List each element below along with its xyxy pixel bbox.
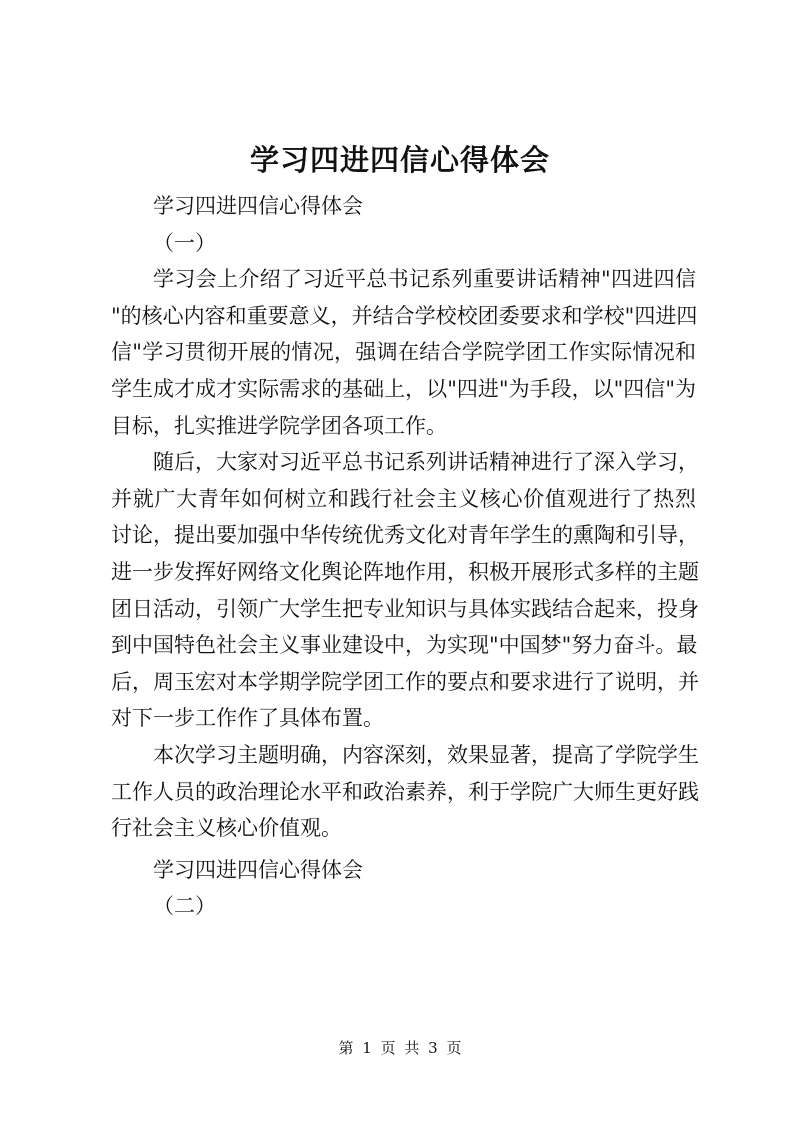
paragraph-2 — [111, 444, 699, 737]
paragraph-line: 学习会上介绍了习近平总书记系列重要讲话精神"四进四信 — [153, 267, 696, 292]
document-body — [111, 188, 699, 925]
section-number: （一） — [153, 230, 216, 255]
section-heading: 学习四进四信心得体会 — [153, 194, 363, 218]
paragraph-line: 对下一步工作作了具体布置。 — [111, 706, 384, 731]
page-footer: 第 1 页 共 3 页 — [338, 1039, 462, 1057]
paragraph-line: 并就广大青年如何树立和践行社会主义核心价值观进行了热烈 — [111, 486, 696, 511]
paragraph-line: "的核心内容和重要意义，并结合学校校团委要求和学校"四进四 — [111, 303, 698, 328]
paragraph-line: 学生成才成才实际需求的基础上，以"四进"为手段，以"四信"为 — [111, 376, 696, 401]
paragraph-line: 本次学习主题明确，内容深刻，效果显著，提高了学院学生 — [153, 742, 699, 767]
paragraph-line: 随后，大家对习近平总书记系列讲话精神进行了深入学习， — [153, 450, 699, 475]
paragraph-3 — [111, 737, 699, 847]
document-title: 学习四进四信心得体会 — [249, 143, 550, 177]
paragraph-1 — [111, 261, 696, 444]
paragraph-line: 工作人员的政治理论水平和政治素养，利于学院广大师生更好践 — [111, 779, 699, 804]
paragraph-line: 信"学习贯彻开展的情况，强调在结合学院学团工作实际情况和 — [111, 340, 696, 365]
paragraph-line: 讨论，提出要加强中华传统优秀文化对青年学生的熏陶和引导， — [111, 523, 699, 548]
paragraph-line: 团日活动，引领广大学生把专业知识与具体实践结合起来，投身 — [111, 596, 699, 621]
section-heading: 学习四进四信心得体会 — [153, 857, 363, 882]
section-number: （二） — [153, 894, 216, 919]
paragraph-line: 行社会主义核心价值观。 — [111, 816, 342, 841]
paragraph-line: 目标，扎实推进学院学团各项工作。 — [111, 413, 447, 438]
paragraph-line: 进一步发挥好网络文化舆论阵地作用，积极开展形式多样的主题 — [111, 559, 699, 584]
paragraph-line: 到中国特色社会主义事业建设中，为实现"中国梦"努力奋斗。最 — [111, 633, 698, 658]
paragraph-line: 后，周玉宏对本学期学院学团工作的要点和要求进行了说明，并 — [111, 669, 699, 694]
